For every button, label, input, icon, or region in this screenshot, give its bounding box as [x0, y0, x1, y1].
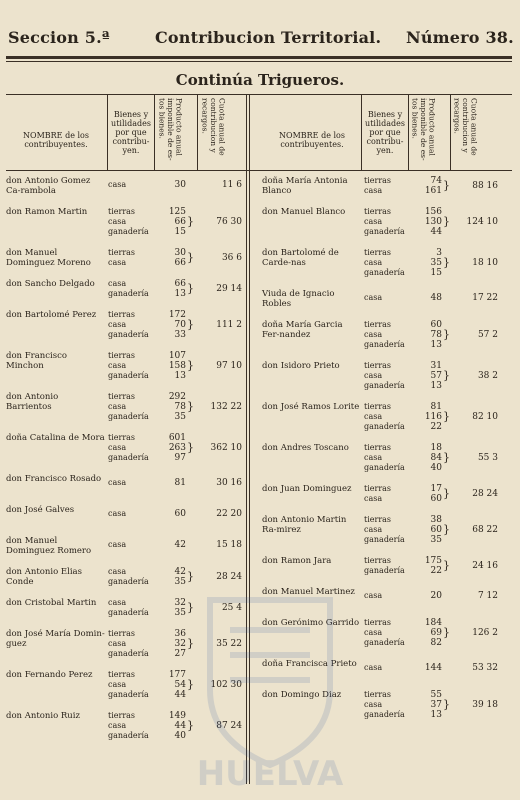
property-type: tierras — [364, 207, 392, 216]
subtitle: Continúa Trigueros. — [175, 71, 345, 89]
brace-mark: } — [187, 359, 194, 372]
contributor-name: Viuda de Ignacio Robles — [262, 289, 335, 309]
property-type: ganadería — [364, 535, 405, 544]
contributor-name: don Antonio Barrientos — [6, 392, 59, 412]
property-type: casa — [108, 217, 127, 226]
section-label: Seccion 5.ª — [8, 28, 110, 47]
header-rule-thick — [6, 56, 512, 59]
col-divider — [154, 94, 155, 170]
property-type: tierras — [108, 310, 136, 319]
taxable-product: 158 — [168, 361, 186, 371]
col-header-bienes-left: Bienes y utilidades por que contribu-yen. — [111, 110, 151, 155]
taxable-product: 30 — [174, 248, 186, 258]
contributor-name: don Bartolomé Perez — [6, 310, 97, 320]
property-type: ganadería — [108, 731, 149, 740]
contributor-name: don Isidoro Prieto — [262, 361, 340, 371]
taxable-product: 35 — [430, 535, 442, 545]
annual-quota: 22 20 — [216, 509, 242, 519]
contributor-name: don Antonio Martin Ra-mirez — [262, 515, 347, 535]
taxable-product: 97 — [174, 453, 186, 463]
taxable-product: 60 — [430, 494, 442, 504]
archive-watermark — [150, 570, 390, 790]
property-type: ganadería — [108, 289, 149, 298]
col-header-bienes-right: Bienes y utilidades por que contribu-yen. — [365, 110, 405, 155]
taxable-product: 13 — [430, 381, 442, 391]
taxable-product: 30 — [174, 180, 186, 190]
property-type: ganadería — [364, 227, 405, 236]
contributor-name: don José Ramos Lorite — [262, 402, 360, 412]
property-type: tierras — [364, 690, 392, 699]
taxable-product: 78 — [174, 402, 186, 412]
brace-mark: } — [187, 601, 194, 614]
property-type: tierras — [108, 670, 136, 679]
property-type: casa — [364, 186, 383, 195]
contributor-name: don Ramon Martin — [6, 207, 88, 217]
taxable-product: 13 — [430, 340, 442, 350]
property-type: casa — [108, 180, 127, 189]
property-type: casa — [108, 721, 127, 730]
brace-mark: } — [187, 570, 194, 583]
taxable-product: 33 — [174, 330, 186, 340]
property-type: casa — [364, 628, 383, 637]
annual-quota: 82 10 — [472, 412, 498, 422]
property-type: casa — [108, 258, 127, 267]
property-type: casa — [108, 509, 127, 518]
property-type: casa — [108, 320, 127, 329]
annual-quota: 28 24 — [216, 572, 242, 582]
contributor-name: don José Galves — [6, 505, 75, 515]
taxable-product: 81 — [430, 402, 442, 412]
taxable-product: 42 — [174, 540, 186, 550]
annual-quota: 57 2 — [477, 330, 498, 340]
taxable-product: 184 — [424, 618, 442, 628]
property-type: tierras — [364, 402, 392, 411]
property-type: ganadería — [108, 649, 149, 658]
property-type: ganadería — [108, 577, 149, 586]
taxable-product: 82 — [430, 638, 442, 648]
annual-quota: 102 30 — [210, 680, 242, 690]
property-type: casa — [364, 412, 383, 421]
property-type: tierras — [364, 443, 392, 452]
taxable-product: 38 — [430, 515, 442, 525]
taxable-product: 13 — [174, 289, 186, 299]
taxable-product: 81 — [174, 478, 186, 488]
brace-mark: } — [443, 487, 450, 500]
taxable-product: 177 — [168, 670, 186, 680]
col-divider — [107, 94, 108, 170]
annual-quota: 11 6 — [221, 180, 242, 190]
contributor-name: doña Catalina de Mora — [6, 433, 105, 443]
property-type: tierras — [364, 556, 392, 565]
taxable-product: 69 — [430, 628, 442, 638]
property-type: ganadería — [108, 371, 149, 380]
annual-quota: 111 2 — [216, 320, 242, 330]
annual-quota: 17 22 — [472, 293, 498, 303]
contributor-name: don Domingo Diaz — [262, 690, 342, 700]
annual-quota: 24 16 — [472, 561, 498, 571]
contributor-name: don Sancho Delgado — [6, 279, 95, 289]
property-type: tierras — [108, 629, 136, 638]
property-type: tierras — [108, 351, 136, 360]
taxable-product: 149 — [168, 711, 186, 721]
taxable-product: 22 — [430, 566, 442, 576]
brace-mark: } — [187, 719, 194, 732]
taxable-product: 22 — [430, 422, 442, 432]
taxable-product: 44 — [430, 227, 442, 237]
col-header-nombre-right: NOMBRE de los contribuyentes. — [279, 131, 345, 149]
col-divider — [361, 94, 362, 170]
taxable-product: 32 — [174, 639, 186, 649]
property-type: casa — [108, 361, 127, 370]
taxable-product: 35 — [174, 412, 186, 422]
taxable-product: 156 — [424, 207, 442, 217]
property-type: casa — [108, 567, 127, 576]
taxable-product: 60 — [430, 320, 442, 330]
property-type: tierras — [364, 320, 392, 329]
col-divider — [450, 94, 451, 170]
annual-quota: 126 2 — [472, 628, 498, 638]
property-type: casa — [364, 371, 383, 380]
property-type: casa — [108, 680, 127, 689]
property-type: casa — [108, 279, 127, 288]
taxable-product: 13 — [174, 371, 186, 381]
header-bottom-rule — [6, 170, 512, 171]
property-type: casa — [364, 293, 383, 302]
taxable-product: 601 — [168, 433, 186, 443]
contributor-name: don Juan Dominguez — [262, 484, 352, 494]
property-type: tierras — [364, 248, 392, 257]
property-type: ganadería — [108, 608, 149, 617]
property-type: tierras — [108, 207, 136, 216]
property-type: casa — [364, 525, 383, 534]
property-type: ganadería — [364, 381, 405, 390]
taxable-product: 42 — [174, 567, 186, 577]
contributor-name: don Antonio Elias Conde — [6, 567, 82, 587]
contributor-name: doña María Garcia Fer-nandez — [262, 320, 343, 340]
brace-mark: } — [187, 282, 194, 295]
annual-quota: 87 24 — [216, 721, 242, 731]
annual-quota: 124 10 — [466, 217, 498, 227]
property-type: ganadería — [108, 453, 149, 462]
contributor-name: don Gerónimo Garrido — [262, 618, 360, 628]
brace-mark: } — [443, 451, 450, 464]
taxable-product: 263 — [168, 443, 186, 453]
annual-quota: 88 16 — [472, 181, 498, 191]
annual-quota: 39 18 — [472, 700, 498, 710]
property-type: casa — [108, 402, 127, 411]
property-type: ganadería — [364, 463, 405, 472]
property-type: tierras — [364, 176, 392, 185]
brace-mark: } — [443, 328, 450, 341]
taxable-product: 107 — [168, 351, 186, 361]
taxable-product: 13 — [430, 710, 442, 720]
taxable-product: 60 — [430, 525, 442, 535]
annual-quota: 7 12 — [477, 591, 498, 601]
contributor-name: don Antonio Gomez Ca-rambola — [6, 176, 91, 196]
property-type: casa — [364, 700, 383, 709]
brace-mark: } — [187, 678, 194, 691]
contributor-name: doña Francisca Prieto — [262, 659, 357, 669]
brace-mark: } — [443, 698, 450, 711]
property-type: tierras — [364, 618, 392, 627]
taxable-product: 125 — [168, 207, 186, 217]
annual-quota: 15 18 — [216, 540, 242, 550]
property-type: casa — [108, 598, 127, 607]
annual-quota: 132 22 — [210, 402, 242, 412]
property-type: ganadería — [108, 330, 149, 339]
property-type: casa — [364, 591, 383, 600]
property-type: ganadería — [108, 412, 149, 421]
annual-quota: 35 22 — [216, 639, 242, 649]
property-type: tierras — [108, 392, 136, 401]
taxable-product: 35 — [174, 608, 186, 618]
taxable-product: 18 — [430, 443, 442, 453]
taxable-product: 130 — [424, 217, 442, 227]
property-type: tierras — [364, 484, 392, 493]
col-header-cuota-right: Cuota anual de contribucion y recargos. — [452, 98, 479, 156]
property-type: ganadería — [108, 227, 149, 236]
taxable-product: 36 — [174, 629, 186, 639]
brace-mark: } — [443, 523, 450, 536]
taxable-product: 54 — [174, 680, 186, 690]
brace-mark: } — [187, 251, 194, 264]
annual-quota: 28 24 — [472, 489, 498, 499]
property-type: casa — [108, 443, 127, 452]
taxable-product: 57 — [430, 371, 442, 381]
brace-mark: } — [443, 626, 450, 639]
brace-mark: } — [443, 179, 450, 192]
contributor-name: don Manuel Martinez — [262, 587, 355, 597]
annual-quota: 55 3 — [477, 453, 498, 463]
taxable-product: 55 — [430, 690, 442, 700]
taxable-product: 84 — [430, 453, 442, 463]
contributor-name: don Francisco Rosado — [6, 474, 102, 484]
col-divider — [408, 94, 409, 170]
brace-mark: } — [187, 441, 194, 454]
taxable-product: 15 — [430, 268, 442, 278]
taxable-product: 44 — [174, 721, 186, 731]
watermark-text: HUELVA — [196, 754, 344, 790]
taxable-product: 15 — [174, 227, 186, 237]
property-type: casa — [108, 639, 127, 648]
property-type: casa — [364, 217, 383, 226]
col-header-producto-left: Producto anual imponible de es-tos bienes. — [157, 98, 184, 161]
taxable-product: 27 — [174, 649, 186, 659]
taxable-product: 144 — [424, 663, 442, 673]
col-header-cuota-left: Cuota anual de contribucion y recargos. — [200, 98, 227, 156]
taxable-product: 66 — [174, 258, 186, 268]
brace-mark: } — [187, 400, 194, 413]
col-header-producto-right: Producto anual imponible de es-tos bienes. — [410, 98, 437, 161]
col-header-nombre-left: NOMBRE de los contribuyentes. — [23, 131, 89, 149]
brace-mark: } — [443, 559, 450, 572]
brace-mark: } — [187, 637, 194, 650]
taxable-product: 66 — [174, 279, 186, 289]
brace-mark: } — [187, 215, 194, 228]
taxable-product: 48 — [430, 293, 442, 303]
annual-quota: 36 6 — [221, 253, 242, 263]
taxable-product: 37 — [430, 700, 442, 710]
taxable-product: 172 — [168, 310, 186, 320]
taxable-product: 175 — [424, 556, 442, 566]
annual-quota: 25 4 — [221, 603, 242, 613]
contributor-name: don Manuel Dominguez Moreno — [6, 248, 91, 268]
contributor-name: don Antonio Ruiz — [6, 711, 80, 721]
annual-quota: 18 10 — [472, 258, 498, 268]
property-type: tierras — [108, 711, 136, 720]
contributor-name: don Francisco Minchon — [6, 351, 67, 371]
brace-mark: } — [187, 318, 194, 331]
col-divider — [197, 94, 198, 170]
taxable-product: 20 — [430, 591, 442, 601]
taxable-product: 66 — [174, 217, 186, 227]
annual-quota: 29 14 — [216, 284, 242, 294]
property-type: ganadería — [108, 690, 149, 699]
property-type: casa — [108, 478, 127, 487]
taxable-product: 17 — [430, 484, 442, 494]
taxable-product: 35 — [430, 258, 442, 268]
property-type: ganadería — [364, 710, 405, 719]
property-type: casa — [364, 494, 383, 503]
property-type: tierras — [108, 248, 136, 257]
taxable-product: 292 — [168, 392, 186, 402]
taxable-product: 74 — [430, 176, 442, 186]
contributor-name: don Ramon Jara — [262, 556, 332, 566]
taxable-product: 60 — [174, 509, 186, 519]
property-type: ganadería — [364, 422, 405, 431]
brace-mark: } — [443, 369, 450, 382]
property-type: casa — [108, 540, 127, 549]
contributor-name: don Fernando Perez — [6, 670, 93, 680]
brace-mark: } — [443, 410, 450, 423]
document-title: Contribucion Territorial. — [155, 28, 382, 47]
brace-mark: } — [443, 256, 450, 269]
page-number: Número 38. — [406, 28, 514, 47]
property-type: tierras — [364, 361, 392, 370]
property-type: casa — [364, 663, 383, 672]
annual-quota: 38 2 — [477, 371, 498, 381]
property-type: ganadería — [364, 268, 405, 277]
annual-quota: 76 30 — [216, 217, 242, 227]
contributor-name: don Andres Toscano — [262, 443, 349, 453]
annual-quota: 30 16 — [216, 478, 242, 488]
contributor-name: don Cristobal Martin — [6, 598, 97, 608]
property-type: ganadería — [364, 340, 405, 349]
property-type: ganadería — [364, 566, 405, 575]
contributor-name: doña María Antonia Blanco — [262, 176, 348, 196]
taxable-product: 31 — [430, 361, 442, 371]
property-type: tierras — [108, 433, 136, 442]
taxable-product: 116 — [424, 412, 442, 422]
property-type: casa — [364, 258, 383, 267]
taxable-product: 161 — [424, 186, 442, 196]
table-top-rule — [6, 94, 512, 95]
taxable-product: 3 — [436, 248, 442, 258]
contributor-name: don Manuel Dominguez Romero — [6, 536, 92, 556]
contributor-name: don José María Domin-guez — [6, 629, 105, 649]
annual-quota: 97 10 — [216, 361, 242, 371]
property-type: ganadería — [364, 638, 405, 647]
taxable-product: 35 — [174, 577, 186, 587]
property-type: tierras — [364, 515, 392, 524]
contributor-name: don Bartolomé de Carde-nas — [262, 248, 339, 268]
taxable-product: 44 — [174, 690, 186, 700]
taxable-product: 40 — [174, 731, 186, 741]
taxable-product: 70 — [174, 320, 186, 330]
annual-quota: 362 10 — [210, 443, 242, 453]
property-type: casa — [364, 453, 383, 462]
annual-quota: 68 22 — [472, 525, 498, 535]
property-type: casa — [364, 330, 383, 339]
taxable-product: 78 — [430, 330, 442, 340]
brace-mark: } — [443, 215, 450, 228]
contributor-name: don Manuel Blanco — [262, 207, 346, 217]
header-rule-thin — [6, 61, 512, 62]
taxable-product: 32 — [174, 598, 186, 608]
taxable-product: 40 — [430, 463, 442, 473]
annual-quota: 53 32 — [472, 663, 498, 673]
